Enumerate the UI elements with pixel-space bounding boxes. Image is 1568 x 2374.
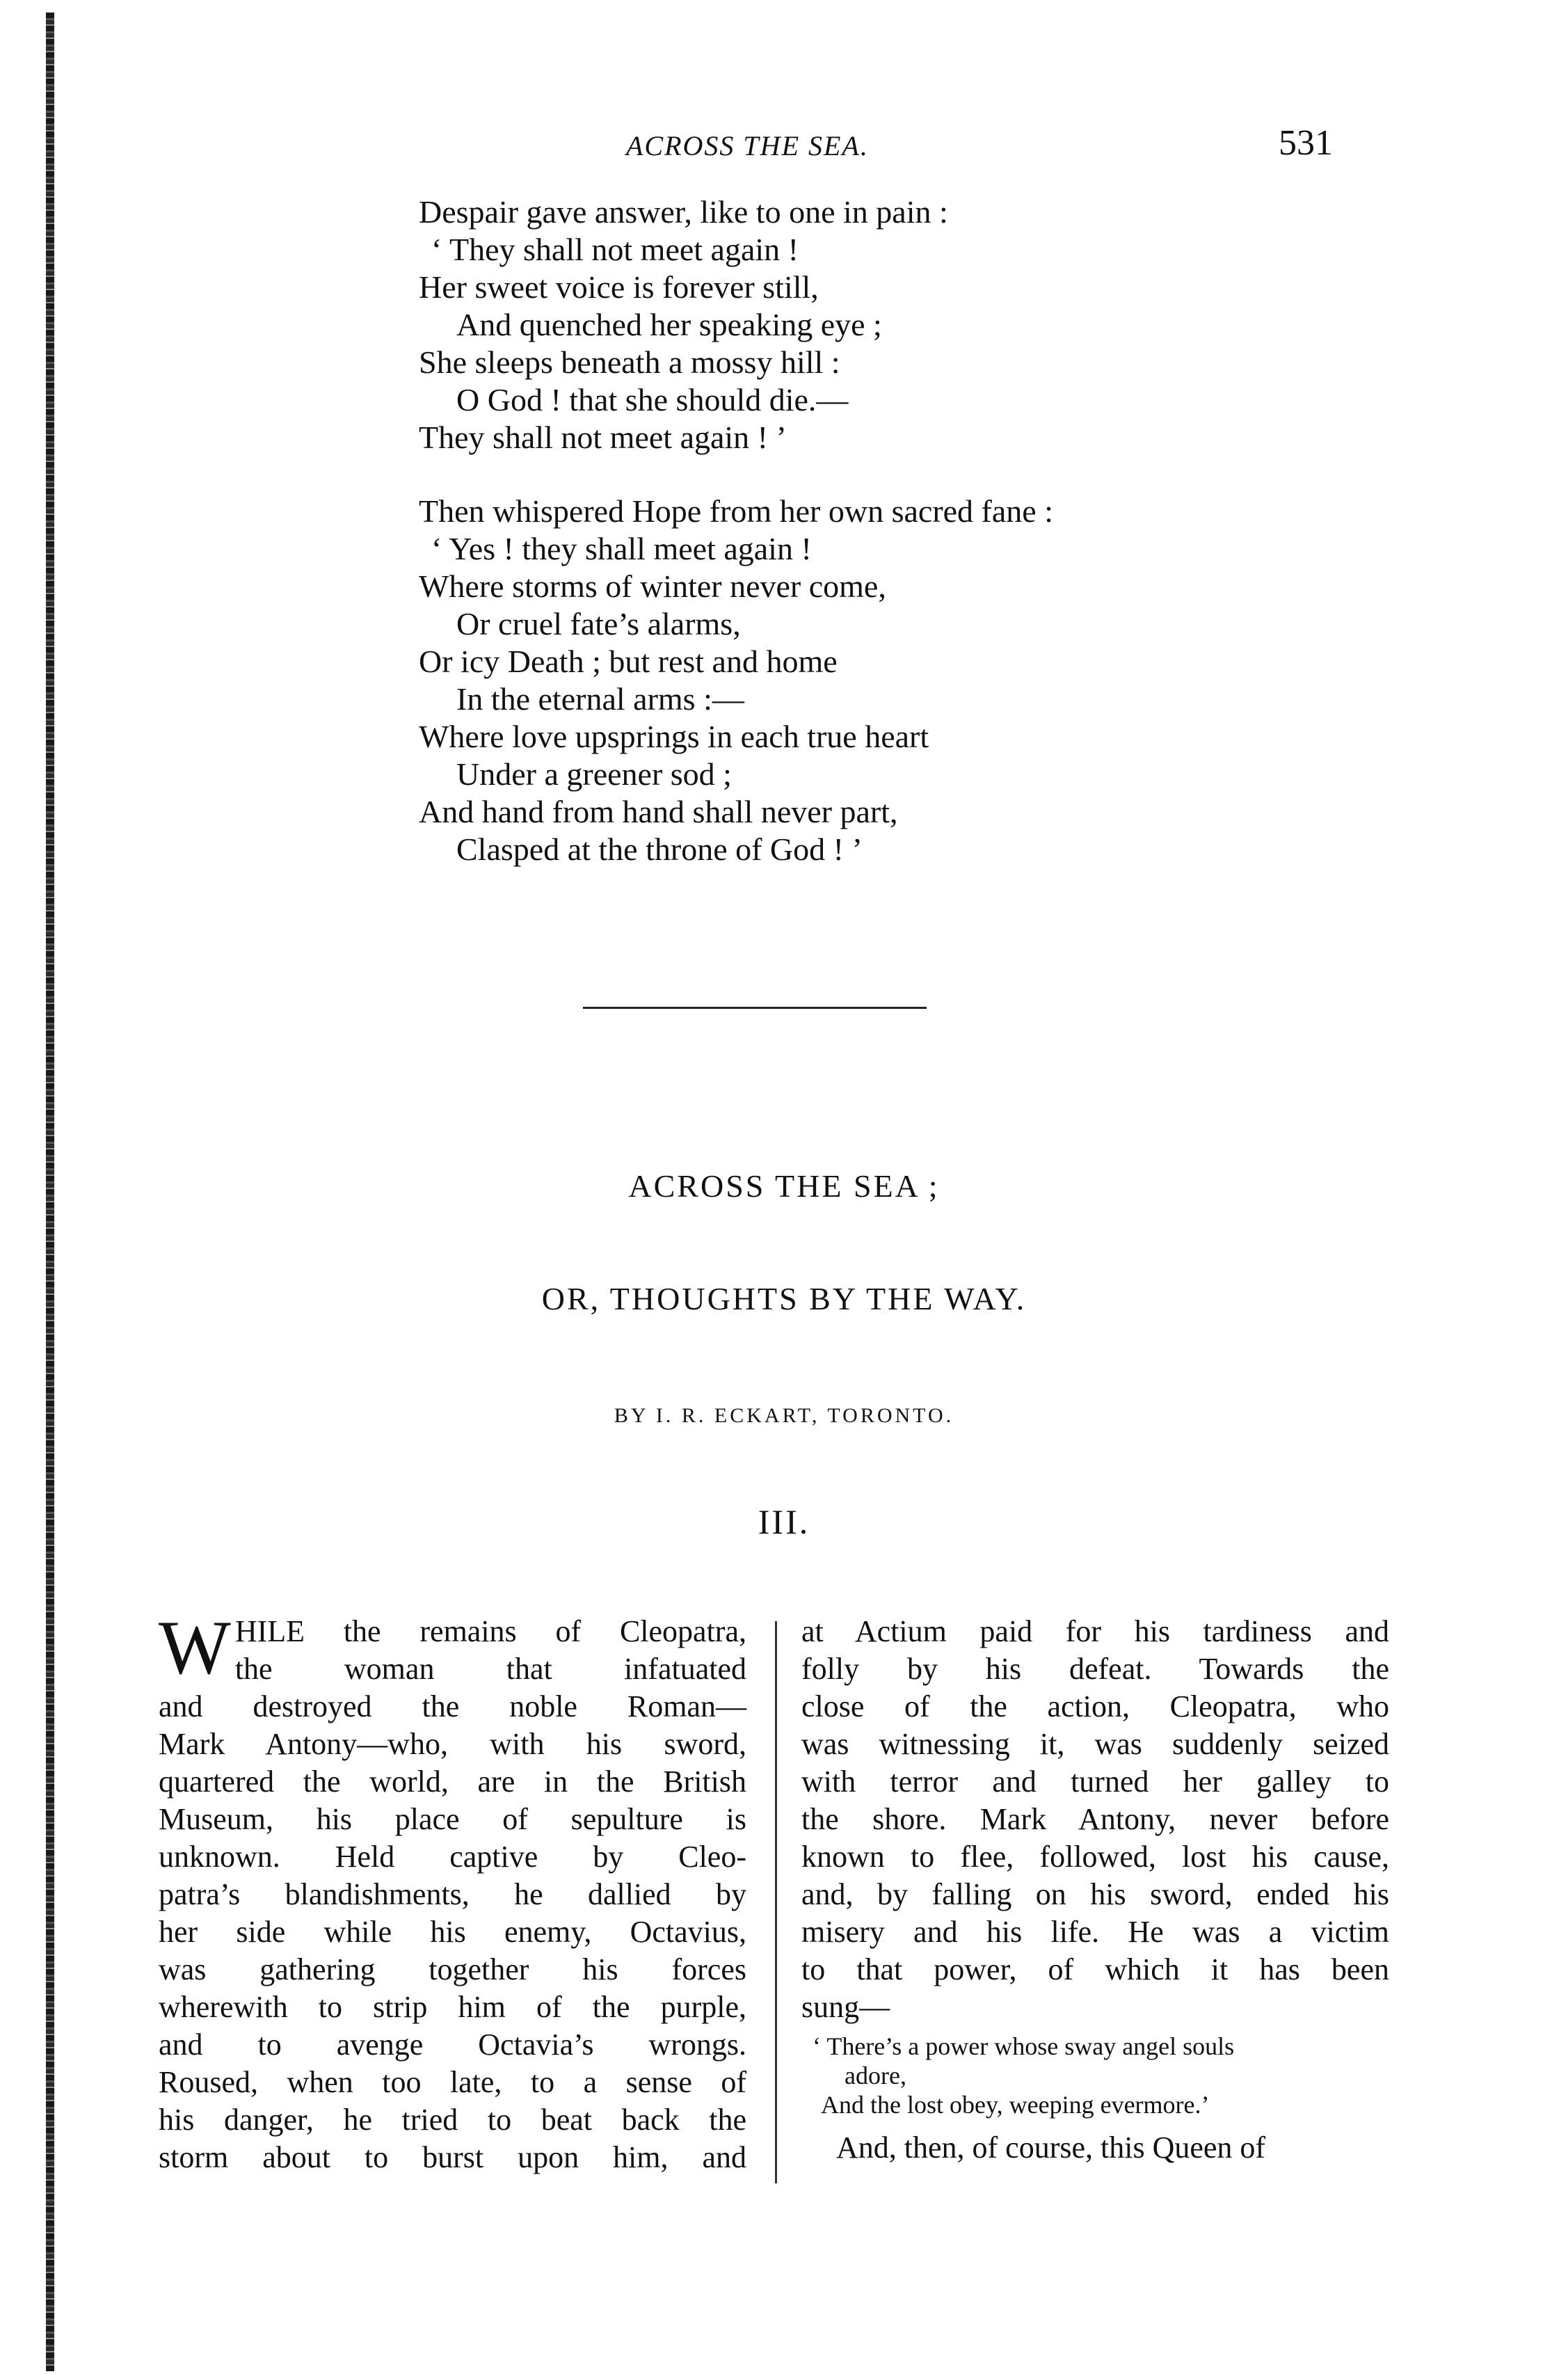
poem-line: She sleeps beneath a mossy hill :: [419, 344, 840, 380]
text-line: was witnessing it, was suddenly seized: [801, 1727, 1389, 1761]
section-number: III.: [758, 1502, 810, 1541]
poem-line: ‘ They shall not meet again !: [431, 232, 799, 267]
poem-line: ‘ Yes ! they shall meet again !: [431, 531, 812, 566]
text-line: her side while his enemy, Octavius,: [159, 1915, 746, 1949]
right-column: [801, 1613, 1389, 2167]
text-line: close of the action, Cleopatra, who: [801, 1689, 1389, 1723]
text-line: quartered the world, are in the British: [159, 1764, 746, 1799]
text-line: HILE the remains of Cleopatra,: [234, 1614, 746, 1648]
text-line: Mark Antony—who, with his sword,: [159, 1727, 746, 1761]
poem: [419, 193, 1053, 905]
text-line: the woman that infatuated: [234, 1652, 746, 1686]
text-line: folly by his defeat. Towards the: [801, 1652, 1389, 1686]
running-head: [0, 123, 1568, 171]
poem-line: In the eternal arms :—: [456, 681, 744, 717]
text-line: Museum, his place of sepulture is: [159, 1802, 746, 1836]
text-line: was gathering together his forces: [159, 1952, 746, 1986]
poem-line: Clasped at the throne of God ! ’: [456, 831, 863, 867]
poem-stanza-1: [419, 193, 1053, 456]
column-divider: [775, 1621, 777, 2183]
article-byline: BY I. R. ECKART, TORONTO.: [614, 1404, 954, 1427]
text-line: And, then, of course, this Queen of: [836, 2130, 1266, 2165]
text-line: wherewith to strip him of the purple,: [159, 1990, 746, 2024]
text-line: Roused, when too late, to a sense of: [159, 2065, 746, 2099]
text-line: storm about to burst upon him, and: [159, 2140, 746, 2174]
poem-line: Or icy Death ; but rest and home: [419, 644, 838, 679]
text-line: and to avenge Octavia’s wrongs.: [159, 2028, 746, 2062]
quote-line: ‘ There’s a power whose sway angel souls: [813, 2032, 1235, 2060]
section-divider-rule: [583, 1007, 927, 1009]
text-line: and destroyed the noble Roman—: [159, 1689, 746, 1723]
text-line: unknown. Held captive by Cleo-: [159, 1840, 746, 1874]
article-subtitle: OR, THOUGHTS BY THE WAY.: [541, 1281, 1027, 1316]
text-line: the shore. Mark Antony, never before: [801, 1802, 1389, 1836]
text-line: sung—: [801, 1990, 890, 2024]
running-title: ACROSS THE SEA.: [626, 130, 869, 161]
poem-line: And quenched her speaking eye ;: [456, 307, 882, 342]
article-title: ACROSS THE SEA ;: [628, 1168, 940, 1204]
poem-line: Then whispered Hope from her own sacred fane :: [419, 493, 1053, 529]
text-line: known to flee, followed, lost his cause,: [801, 1840, 1389, 1874]
poem-line: Or cruel fate’s alarms,: [456, 606, 741, 642]
text-line: misery and his life. He was a victim: [801, 1915, 1389, 1949]
poem-stanza-2: [419, 493, 1053, 868]
poem-line: Despair gave answer, like to one in pain :: [419, 194, 948, 230]
poem-line: Under a greener sod ;: [456, 756, 732, 792]
text-line: to that power, of which it has been: [801, 1952, 1389, 1986]
poem-line: They shall not meet again ! ’: [419, 420, 787, 455]
drop-cap: W: [159, 1605, 231, 1690]
quote-line: And the lost obey, weeping evermore.’: [821, 2091, 1210, 2119]
poem-line: And hand from hand shall never part,: [419, 794, 898, 829]
text-line: at Actium paid for his tardiness and: [801, 1614, 1389, 1648]
poem-line: Where storms of winter never come,: [419, 568, 886, 604]
left-column: [159, 1605, 746, 2176]
block-quote: [801, 2032, 1389, 2119]
quote-line: adore,: [845, 2062, 906, 2089]
text-line: patra’s blandishments, he dallied by: [159, 1877, 746, 1911]
text-line: with terror and turned her galley to: [801, 1764, 1389, 1799]
poem-line: O God ! that she should die.—: [456, 382, 849, 417]
text-line: his danger, he tried to beat back the: [159, 2103, 746, 2137]
page-number: 531: [1279, 123, 1333, 163]
poem-line: Where love upsprings in each true heart: [419, 719, 929, 754]
poem-line: Her sweet voice is forever still,: [419, 269, 819, 305]
text-line: and, by falling on his sword, ended his: [801, 1877, 1389, 1911]
